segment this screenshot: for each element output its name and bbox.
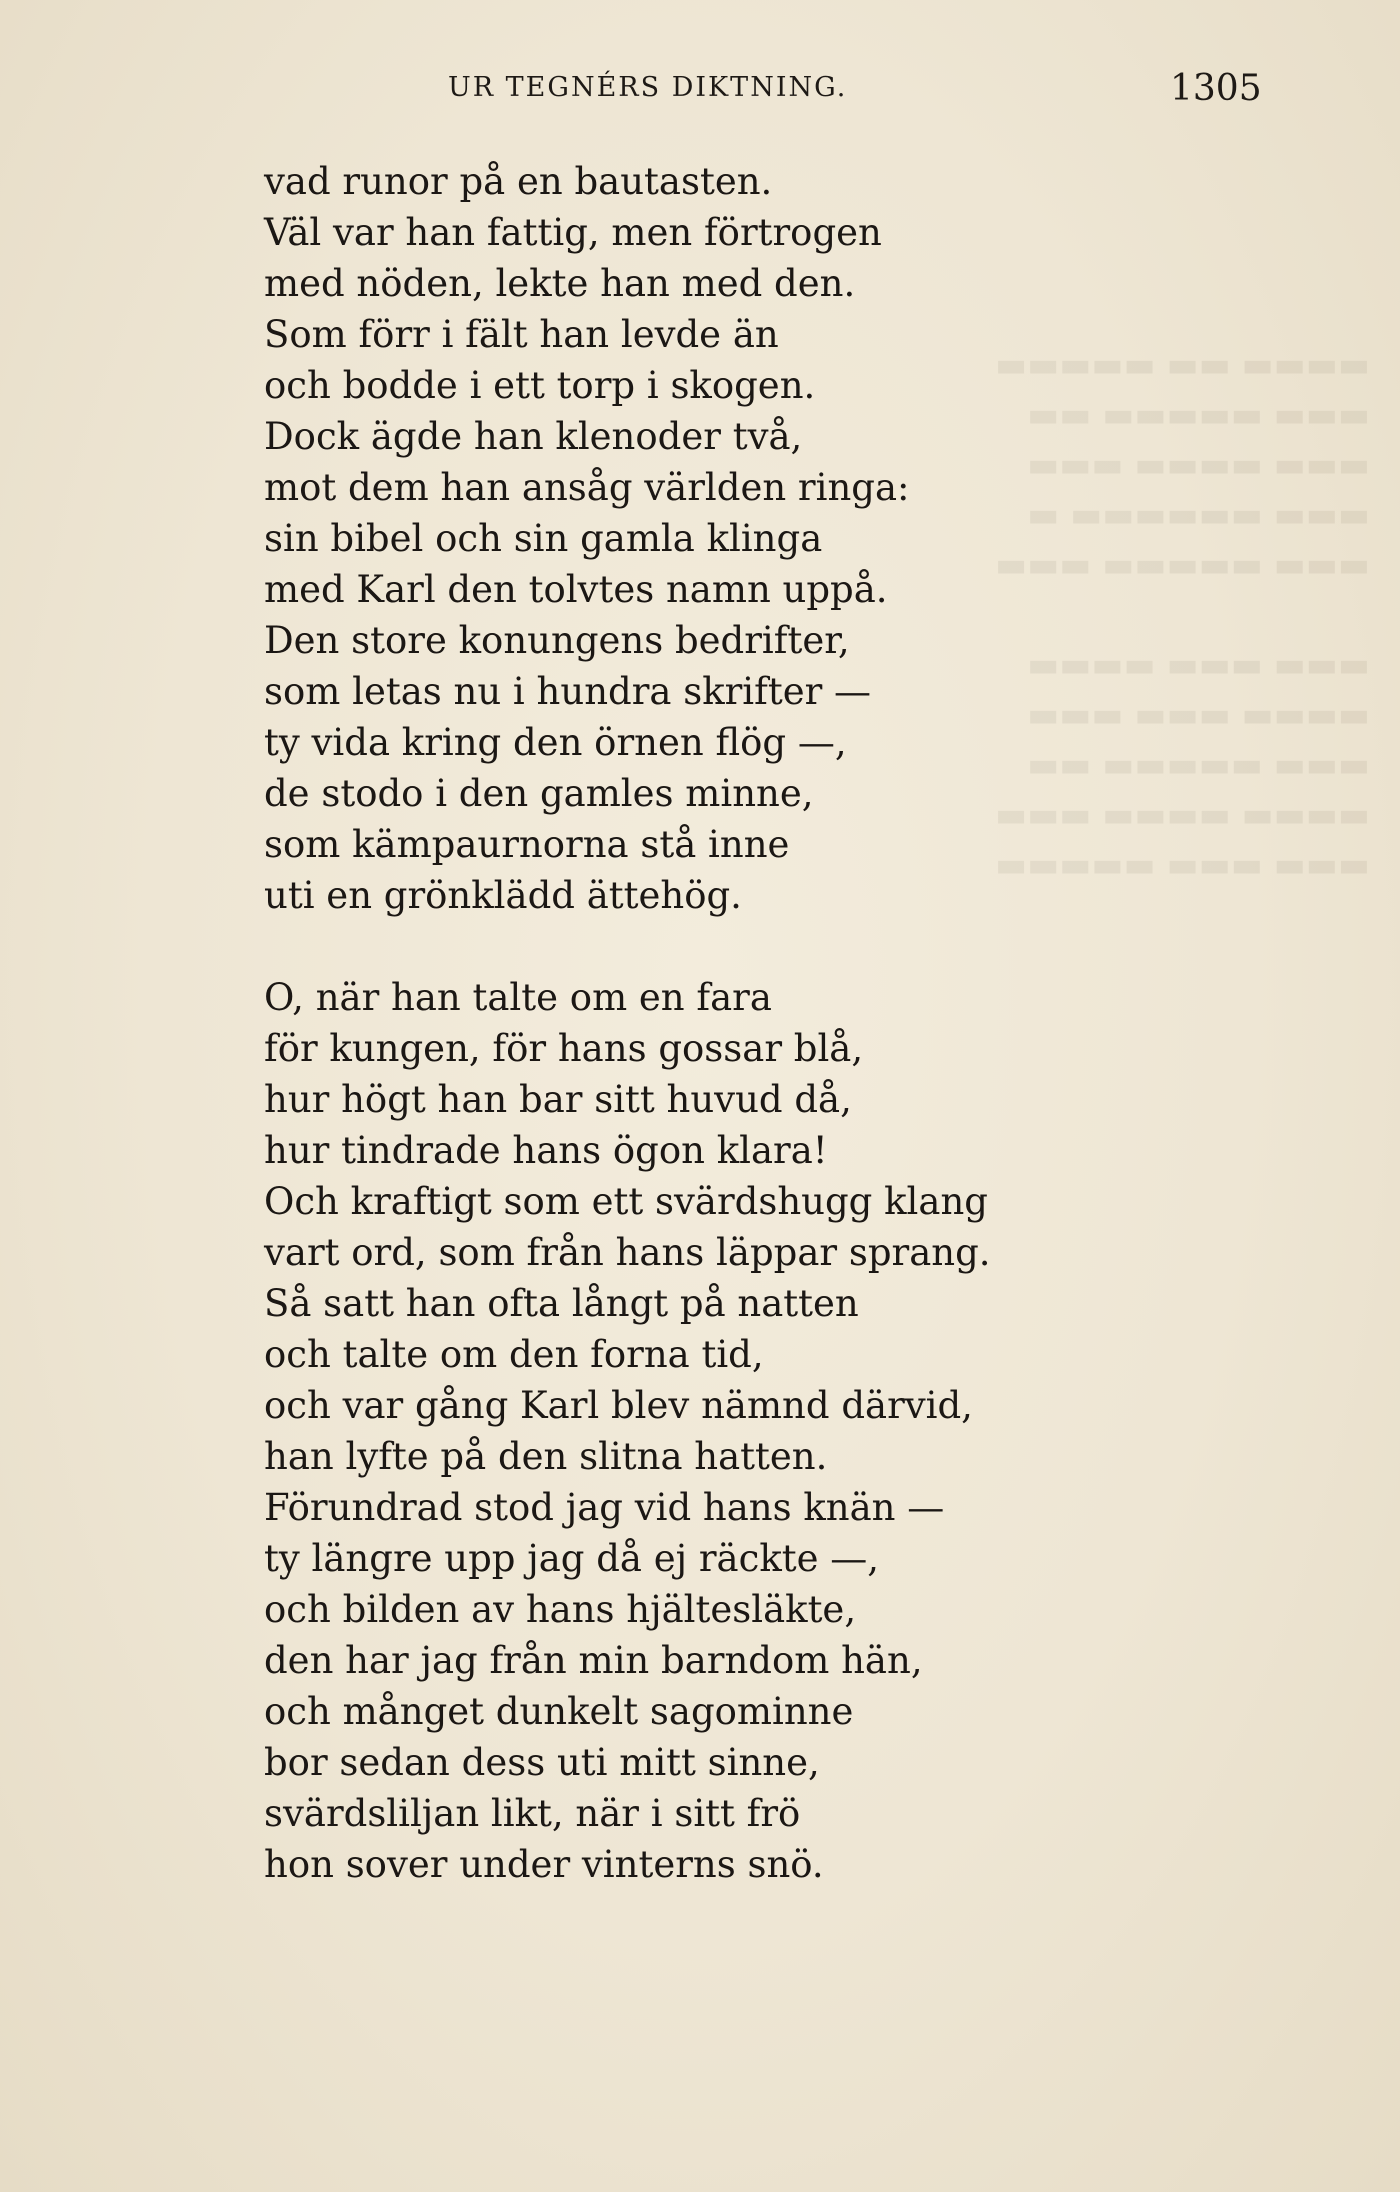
poem-line: som kämpaurnorna stå inne <box>264 823 790 866</box>
poem-line: han lyfte på den slitna hatten. <box>264 1435 828 1478</box>
stanza <box>264 156 1164 921</box>
poem-line: mot dem han ansåg världen ringa: <box>264 466 910 509</box>
poem-line: och talte om den forna tid, <box>264 1333 764 1376</box>
poem-line: Väl var han fattig, men förtrogen <box>264 211 882 254</box>
poem-line: svärdsliljan likt, när i sitt frö <box>264 1792 801 1835</box>
page-number: 1305 <box>1170 68 1262 109</box>
running-title: UR TEGNÉRS DIKTNING. <box>448 72 848 103</box>
poem-line: som letas nu i hundra skrifter — <box>264 670 872 713</box>
poem-line: O, när han talte om en fara <box>264 976 772 1019</box>
poem-line: Och kraftigt som ett svärdshugg klang <box>264 1180 988 1223</box>
poem-line: hur tindrade hans ögon klara! <box>264 1129 828 1172</box>
poem-line: vart ord, som från hans läppar sprang. <box>264 1231 991 1274</box>
poem-line: den har jag från min barndom hän, <box>264 1639 923 1682</box>
poem-line: Förundrad stod jag vid hans knän — <box>264 1486 945 1529</box>
poem-line: vad runor på en bautasten. <box>264 160 773 203</box>
poem-line: för kungen, för hans gossar blå, <box>264 1027 864 1070</box>
poem-line: Så satt han ofta långt på natten <box>264 1282 859 1325</box>
poem-line: ty längre upp jag då ej räckte —, <box>264 1537 880 1580</box>
poem-line: uti en grönklädd ättehög. <box>264 874 742 917</box>
poem-line: och månget dunkelt sagominne <box>264 1690 854 1733</box>
poem-line: och bodde i ett torp i skogen. <box>264 364 816 407</box>
poem-line: med Karl den tolvtes namn uppå. <box>264 568 888 611</box>
reverse-page-bleed-through: ▬▬▬▬ ▬▬ ▬▬▬▬▬ ▬▬▬ ▬▬▬▬▬ ▬▬ ▬▬▬ ▬▬▬▬ ▬▬▬ ▬▬▬ ▬▬▬▬▬▬ ▬ ▬▬▬ ▬▬▬▬▬ ▬▬▬ ▬▬▬ ▬▬▬ ▬▬▬▬ ▬▬▬▬ ▬▬▬ ▬▬▬ ▬▬▬ ▬▬▬▬▬ ▬▬ ▬▬▬▬ ▬▬▬▬ ▬▬▬ ▬▬▬ ▬▬▬ ▬▬▬▬▬ <box>995 345 1370 885</box>
poem-line: Dock ägde han klenoder två, <box>264 415 803 458</box>
poem-line: hur högt han bar sitt huvud då, <box>264 1078 852 1121</box>
poem-line: sin bibel och sin gamla klinga <box>264 517 823 560</box>
poem-line: ty vida kring den örnen flög —, <box>264 721 847 764</box>
stanza <box>264 972 1164 1890</box>
poem-line: bor sedan dess uti mitt sinne, <box>264 1741 820 1784</box>
poem-line: med nöden, lekte han med den. <box>264 262 856 305</box>
poem-line: Den store konungens bedrifter, <box>264 619 850 662</box>
poem-text <box>264 156 1164 1890</box>
poem-line: och bilden av hans hjältesläkte, <box>264 1588 857 1631</box>
poem-line: och var gång Karl blev nämnd därvid, <box>264 1384 973 1427</box>
poem-line: de stodo i den gamles minne, <box>264 772 814 815</box>
poem-line: Som förr i fält han levde än <box>264 313 779 356</box>
poem-line: hon sover under vinterns snö. <box>264 1843 824 1886</box>
